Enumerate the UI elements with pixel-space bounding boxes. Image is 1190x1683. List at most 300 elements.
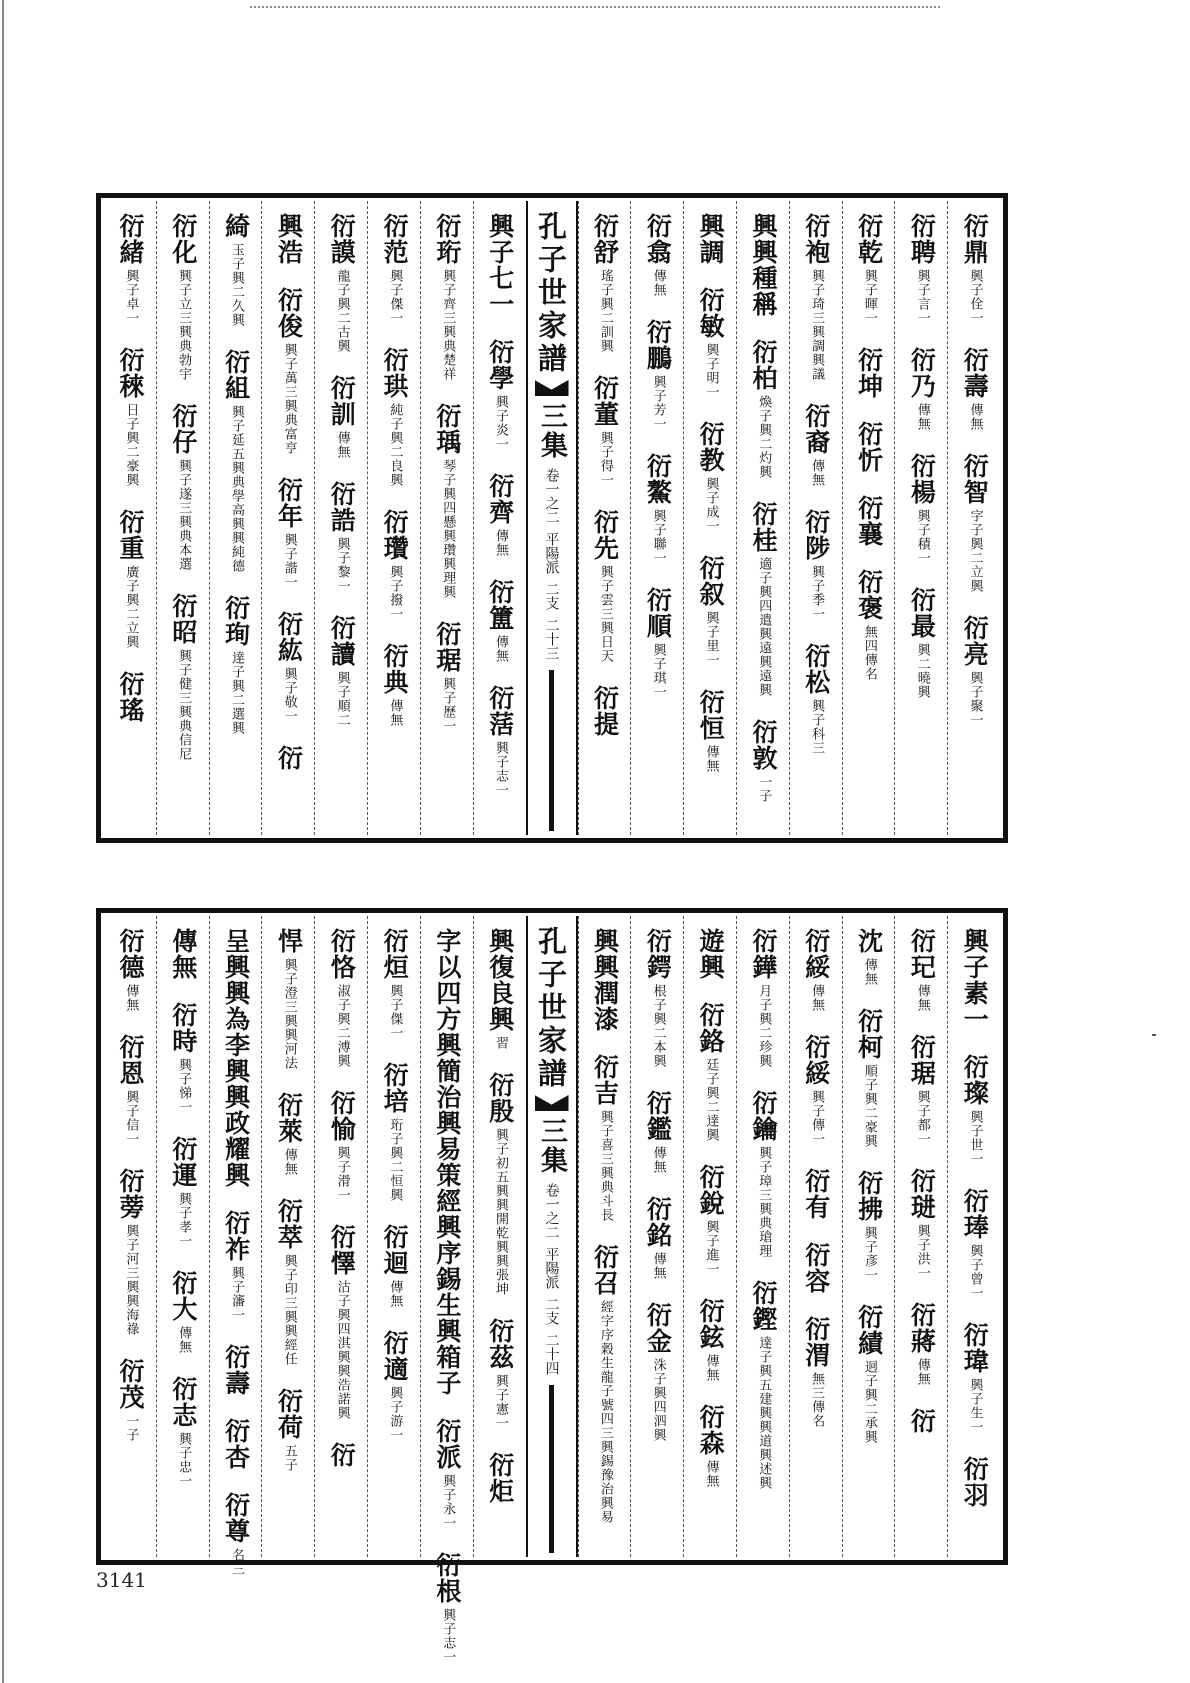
genealogy-entry [750, 719, 776, 803]
genealogy-entry [485, 213, 515, 317]
genealogy-entry [170, 403, 196, 571]
person-name: 衍柏 [748, 339, 778, 391]
lineage-note: 興子聯一 [650, 509, 666, 565]
genealogy-entry [380, 1330, 410, 1442]
genealogy-entry [327, 481, 357, 593]
person-name: 衍鼎 [960, 213, 990, 265]
lineage-note: 興子志一 [493, 741, 509, 797]
genealogy-entry [170, 213, 196, 381]
genealogy-entry [696, 555, 726, 667]
lineage-note: 興子曾一 [967, 1244, 983, 1300]
genealogy-column [104, 916, 156, 1557]
genealogy-entry [116, 1168, 146, 1336]
center-bar [549, 1385, 554, 1553]
person-name: 衍謨 [327, 213, 357, 265]
person-name: 衍化 [168, 213, 198, 265]
lineage-note: 興子言一 [914, 269, 930, 325]
person-name: 衍袍 [801, 213, 831, 265]
lineage-note: 興子齊三興典楚祥 [440, 269, 456, 381]
genealogy-entry [327, 1090, 357, 1202]
person-name: 衍璨 [960, 1054, 990, 1106]
person-name: 衍典 [380, 643, 410, 695]
person-name: 衍楊 [907, 453, 937, 505]
genealogy-entry [116, 1358, 146, 1442]
lineage-note: 傳無 [387, 699, 403, 727]
genealogy-entry [170, 1270, 196, 1354]
person-name: 衍祚 [221, 1210, 251, 1262]
genealogy-entry [854, 1008, 884, 1148]
lineage-note: 傳無 [703, 1460, 719, 1488]
genealogy-column [736, 916, 789, 1557]
genealogy-entry [116, 509, 146, 649]
genealogy-entry [380, 509, 410, 621]
person-name: 衍坤 [854, 347, 884, 399]
lineage-note: 經字序穀生龍子號四三興錫豫治興易 [597, 1300, 613, 1524]
lineage-note: 廷子興二達興 [703, 1058, 719, 1142]
person-name: 衍敏 [696, 287, 726, 339]
lineage-note: 興子志一 [440, 1608, 456, 1664]
lineage-note: 興子琪一 [650, 643, 666, 699]
lineage-note: 名三 [228, 1548, 244, 1576]
genealogy-entry [170, 1136, 196, 1248]
genealogy-entry [750, 339, 776, 479]
person-name: 衍杏 [221, 1418, 251, 1470]
lineage-note: 興子璋三興典瑲理 [756, 1146, 772, 1258]
lineage-note: 興子游一 [387, 1386, 403, 1442]
genealogy-entry [854, 495, 884, 547]
lineage-note: 沽子興四淇興興浩諾興 [334, 1280, 350, 1420]
genealogy-column [473, 916, 526, 1557]
lineage-note: 興子撥一 [387, 565, 403, 621]
lineage-note: 興子傑一 [387, 984, 403, 1040]
lineage-note: 傳無 [703, 1354, 719, 1382]
genealogy-entry [327, 1442, 357, 1468]
columns-top [104, 201, 1000, 835]
person-name: 衍尊 [221, 1492, 251, 1544]
person-name: 衍羽 [960, 1456, 990, 1508]
person-name: 衍訓 [327, 375, 357, 427]
person-name: 衍愉 [327, 1090, 357, 1142]
person-name: 衍恒 [696, 689, 726, 741]
lineage-note: 傳無 [809, 984, 825, 1012]
lineage-note: 根子興二本興 [650, 984, 666, 1068]
lineage-note: 興子進一 [703, 1220, 719, 1276]
lineage-note: 達子興二選興 [228, 651, 244, 735]
lineage-note: 興子暉一 [861, 269, 877, 325]
person-name: 衍琎 [907, 1168, 937, 1220]
genealogy-entry [274, 928, 304, 1070]
lineage-note: 傳無 [493, 529, 509, 557]
genealogy-entry [274, 745, 304, 771]
branch-label: 平陽派 [543, 1247, 560, 1289]
lineage-note: 興子初五興興開乾興興張坤 [493, 1128, 509, 1296]
genealogy-entry [803, 1316, 829, 1428]
genealogy-entry [327, 213, 357, 353]
person-name: 衍桂 [748, 501, 778, 553]
genealogy-entry [221, 1418, 251, 1470]
genealogy-entry [696, 689, 726, 773]
genealogy-entry [221, 1492, 251, 1576]
person-name: 衍壽 [960, 347, 990, 399]
lineage-note: 興子憲一 [493, 1374, 509, 1430]
genealogy-panel-top [96, 193, 1008, 843]
person-name: 衍范 [380, 213, 410, 265]
person-name: 衍先 [590, 509, 620, 561]
genealogy-entry [696, 213, 726, 265]
genealogy-entry [170, 1376, 196, 1488]
lineage-note: 興子炎一 [493, 395, 509, 451]
lineage-note: 興子忠一 [176, 1432, 192, 1488]
person-name: 衍鑰 [748, 1090, 778, 1142]
genealogy-entry [696, 1002, 726, 1142]
person-name: 衍瑀 [432, 403, 462, 455]
person-name: 傳無 [168, 928, 198, 980]
person-name: 衍亮 [960, 615, 990, 667]
genealogy-column [104, 201, 156, 835]
person-name: 衍 [274, 745, 304, 771]
genealogy-entry [960, 1054, 990, 1166]
person-name: 衍銳 [696, 1164, 726, 1216]
person-name: 衍大 [168, 1270, 198, 1322]
genealogy-entry [803, 213, 829, 381]
genealogy-entry [327, 615, 357, 727]
lineage-note: 興子積一 [914, 509, 930, 565]
lineage-note: 傳無 [914, 1358, 930, 1386]
lineage-note: 瑤子興二訓興 [597, 269, 613, 353]
genealogy-entry [485, 1318, 515, 1430]
lineage-note: 珩子興二恒興 [387, 1118, 403, 1202]
person-name: 衍荷 [274, 1388, 304, 1440]
genealogy-entry [590, 685, 620, 737]
person-name: 興調 [696, 213, 726, 265]
genealogy-entry [907, 213, 937, 325]
person-name: 衍績 [854, 1304, 884, 1356]
genealogy-entry [907, 453, 937, 565]
lineage-note: 興子萬三興典富亨 [281, 343, 297, 455]
person-name: 衍重 [116, 509, 146, 561]
genealogy-entry [696, 1164, 726, 1276]
lineage-note: 興子芳一 [650, 375, 666, 431]
person-name: 綺 [221, 213, 251, 239]
genealogy-entry [590, 213, 620, 353]
genealogy-entry [803, 1034, 829, 1146]
genealogy-column [842, 201, 895, 835]
person-name: 衍齊 [485, 473, 515, 525]
person-name: 衍適 [380, 1330, 410, 1382]
lineage-note: 迥子興二承興 [861, 1360, 877, 1444]
lineage-note: 傳無 [914, 984, 930, 1012]
genealogy-entry [696, 287, 726, 399]
person-name: 衍裔 [801, 403, 831, 455]
lineage-note: 興子敬一 [281, 667, 297, 723]
person-name: 衍運 [168, 1136, 198, 1188]
person-name: 衍壽 [221, 1344, 251, 1396]
lineage-note: 興子琦三興調興議 [809, 269, 825, 381]
person-name: 衍琚 [907, 1034, 937, 1086]
lineage-note: 習 [493, 1036, 509, 1050]
genealogy-entry [221, 1344, 251, 1396]
person-name: 衍最 [907, 587, 937, 639]
genealogy-column [683, 916, 736, 1557]
genealogy-entry [380, 1224, 410, 1308]
genealogy-entry [643, 1196, 673, 1280]
lineage-note: 興子河三興興海祿 [123, 1224, 139, 1336]
genealogy-entry [643, 587, 673, 699]
genealogy-entry [116, 347, 146, 487]
person-name: 衍昭 [168, 593, 198, 645]
lineage-note: 傳無 [334, 431, 350, 459]
person-name: 衍鵬 [643, 319, 673, 371]
person-name: 衍萃 [274, 1198, 304, 1250]
person-name: 興子素一 [960, 928, 990, 1032]
person-name: 衍叙 [696, 555, 726, 607]
genealogy-column [789, 916, 842, 1557]
genealogy-entry [907, 1168, 937, 1280]
lineage-note: 傳無 [493, 635, 509, 663]
lineage-note: 興子卓一 [123, 269, 139, 325]
person-name: 衍迴 [380, 1224, 410, 1276]
person-name: 衍瓚 [380, 509, 410, 561]
person-name: 衍懌 [327, 1224, 357, 1276]
lineage-note: 興子科三 [809, 699, 825, 755]
genealogy-entry [485, 473, 515, 557]
lineage-note: 興子健三興典信尼 [176, 649, 192, 761]
genealogy-entry [485, 1072, 515, 1296]
person-name: 衍翕 [643, 213, 673, 265]
genealogy-entry [485, 1452, 515, 1504]
lineage-note: 傳無 [967, 403, 983, 431]
person-name: 衍 [327, 1442, 357, 1468]
genealogy-entry [854, 213, 884, 325]
genealogy-column [947, 201, 1000, 835]
lineage-note: 傳無 [176, 1326, 192, 1354]
person-name: 衍敦 [748, 719, 778, 771]
person-name: 衍忻 [854, 421, 884, 473]
person-name: 衍萿 [485, 685, 515, 737]
genealogy-entry [960, 1322, 990, 1434]
person-name: 衍 [907, 1408, 937, 1434]
scan-top-noise [250, 6, 940, 18]
lineage-note: 傳無 [281, 1148, 297, 1176]
genealogy-entry [380, 643, 410, 727]
lineage-note: 純子興二良興 [387, 403, 403, 487]
genealogy-entry [380, 213, 410, 325]
genealogy-entry [854, 928, 884, 986]
person-name: 衍志 [168, 1376, 198, 1428]
genealogy-entry [590, 509, 620, 663]
genealogy-column [947, 916, 1000, 1557]
person-name: 衍襄 [854, 495, 884, 547]
genealogy-entry [907, 928, 937, 1012]
genealogy-entry [590, 928, 620, 1032]
leaf-number: 二十三 [543, 618, 560, 660]
branch-label: 平陽派 [543, 532, 560, 574]
scan-speck [1152, 1034, 1156, 1036]
lineage-note: 傳無 [861, 958, 877, 986]
genealogy-entry [380, 347, 410, 487]
person-name: 衍珣 [221, 595, 251, 647]
genealogy-entry [221, 928, 251, 1188]
genealogy-entry [696, 421, 726, 533]
person-name: 衍炬 [485, 1452, 515, 1504]
person-name: 興興種稱 [748, 213, 778, 317]
genealogy-entry [803, 643, 829, 755]
lineage-note: 龍子興二古興 [334, 269, 350, 353]
genealogy-entry [960, 213, 990, 325]
genealogy-entry [327, 1224, 357, 1420]
scan-edge-line [2, 0, 4, 1683]
lineage-note: 煥子興二灼興 [756, 395, 772, 479]
lineage-note: 日子興二豪興 [123, 403, 139, 487]
lineage-note: 無三傳名 [809, 1372, 825, 1428]
person-name: 衍珩 [432, 213, 462, 265]
genealogy-entry [116, 213, 146, 325]
collection-label: 三集 [536, 1117, 567, 1175]
person-name: 衍茲 [485, 1318, 515, 1370]
genealogy-column [630, 201, 683, 835]
lineage-note: 興二曉興 [914, 643, 930, 699]
genealogy-entry [803, 1242, 829, 1294]
lineage-note: 興子滑一 [334, 1146, 350, 1202]
genealogy-entry [434, 621, 460, 733]
lineage-note: 無四傳名 [861, 625, 877, 681]
genealogy-entry [485, 928, 515, 1050]
lineage-note: 洙子興四泗興 [650, 1358, 666, 1442]
person-name: 衍智 [960, 453, 990, 505]
genealogy-entry [803, 509, 829, 621]
lineage-note: 興子瀋一 [228, 1266, 244, 1322]
genealogy-entry [750, 213, 776, 317]
lineage-note: 廣子興二立興 [123, 565, 139, 649]
genealogy-entry [750, 1280, 776, 1490]
person-name: 衍乾 [854, 213, 884, 265]
person-name: 字以四方興簡治興易策經興序錫生興箱子 [432, 928, 462, 1396]
lineage-note: 興子彥一 [861, 1226, 877, 1282]
person-name: 衍教 [696, 421, 726, 473]
genealogy-entry [907, 347, 937, 431]
lineage-note: 淑子興二溥興 [334, 984, 350, 1068]
genealogy-column [736, 201, 789, 835]
genealogy-entry [485, 339, 515, 451]
genealogy-column [261, 916, 314, 1557]
person-name: 衍組 [221, 349, 251, 401]
lineage-note: 興子諧一 [281, 533, 297, 589]
person-name: 衍鏵 [748, 928, 778, 980]
sub-branch-label: 二支 [543, 1297, 560, 1325]
person-name: 衍董 [590, 375, 620, 427]
person-name: 衍乃 [907, 347, 937, 399]
person-name: 衍時 [168, 1002, 198, 1054]
lineage-note: 興子得一 [597, 431, 613, 487]
genealogy-column [630, 916, 683, 1557]
book-title: 孔子世家譜 [534, 926, 568, 1091]
genealogy-entry [274, 1198, 304, 1366]
person-name: 衍有 [801, 1168, 831, 1220]
lineage-note: 興子延五興典學高興興純德 [228, 405, 244, 573]
genealogy-entry [485, 579, 515, 663]
genealogy-entry [170, 1002, 196, 1114]
lineage-note: 興子印三興興經任 [281, 1254, 297, 1366]
genealogy-entry [643, 213, 673, 297]
lineage-note: 興子傳一 [809, 1090, 825, 1146]
person-name: 衍聘 [907, 213, 937, 265]
lineage-note: 興子澄三興興河法 [281, 958, 297, 1070]
person-name: 衍琫 [960, 1188, 990, 1240]
lineage-note: 順子興二豪興 [861, 1064, 877, 1148]
person-name: 衍鉻 [696, 1002, 726, 1054]
genealogy-entry [274, 287, 304, 455]
genealogy-entry [434, 1418, 460, 1530]
person-name: 衍綏 [801, 928, 831, 980]
book-title: 孔子世家譜 [534, 211, 568, 376]
person-name: 衍琚 [432, 621, 462, 673]
person-name: 衍俊 [274, 287, 304, 339]
lineage-note: 傳無 [914, 403, 930, 431]
person-name: 衍鏗 [748, 1280, 778, 1332]
genealogy-entry [750, 501, 776, 697]
genealogy-entry [116, 928, 146, 1012]
person-name: 呈興興為李興興政耀興 [221, 928, 251, 1188]
genealogy-column [789, 201, 842, 835]
genealogy-entry [380, 1062, 410, 1202]
genealogy-entry [116, 671, 146, 723]
lineage-note: 興子信一 [123, 1090, 139, 1146]
fish-tail-mark [535, 380, 569, 396]
person-name: 衍提 [590, 685, 620, 737]
lineage-note: 傳無 [387, 1280, 403, 1308]
genealogy-entry [274, 1388, 304, 1472]
person-name: 衍瑋 [960, 1322, 990, 1374]
genealogy-entry [643, 1090, 673, 1174]
genealogy-entry [696, 1298, 726, 1382]
genealogy-entry [803, 1168, 829, 1220]
genealogy-entry [960, 928, 990, 1032]
person-name: 衍茂 [116, 1358, 146, 1410]
person-name: 衍召 [590, 1244, 620, 1296]
person-name: 衍渭 [801, 1316, 831, 1368]
person-name: 衍褒 [854, 569, 884, 621]
lineage-note: 興子都一 [914, 1090, 930, 1146]
genealogy-entry [960, 1456, 990, 1508]
lineage-note: 傳無 [703, 745, 719, 773]
lineage-note: 字子興二立興 [967, 509, 983, 593]
person-name: 衍䅘 [116, 347, 146, 399]
lineage-note: 興子佺一 [967, 269, 983, 325]
person-name: 衍拂 [854, 1170, 884, 1222]
lineage-note: 傳無 [809, 459, 825, 487]
lineage-note: 傳無 [650, 1252, 666, 1280]
genealogy-entry [854, 569, 884, 681]
center-header-column [526, 916, 578, 1557]
lineage-note: 一子 [756, 775, 772, 803]
person-name: 興興潤漆 [590, 928, 620, 1032]
lineage-note: 達子興五建興興道興述興 [756, 1336, 772, 1490]
person-name: 衍派 [432, 1418, 462, 1470]
person-name: 衍紘 [274, 611, 304, 663]
genealogy-column [156, 201, 209, 835]
genealogy-entry [170, 928, 196, 980]
lineage-note: 適子興四遣興遠興遠興 [756, 557, 772, 697]
person-name: 衍森 [696, 1404, 726, 1456]
genealogy-entry [221, 1210, 251, 1322]
lineage-note: 興子順二 [334, 671, 350, 727]
person-name: 衍誥 [327, 481, 357, 533]
genealogy-entry [643, 453, 673, 565]
person-name: 衍緒 [116, 213, 146, 265]
lineage-note: 興子成一 [703, 477, 719, 533]
genealogy-entry [274, 477, 304, 589]
lineage-note: 興子傑一 [387, 269, 403, 325]
